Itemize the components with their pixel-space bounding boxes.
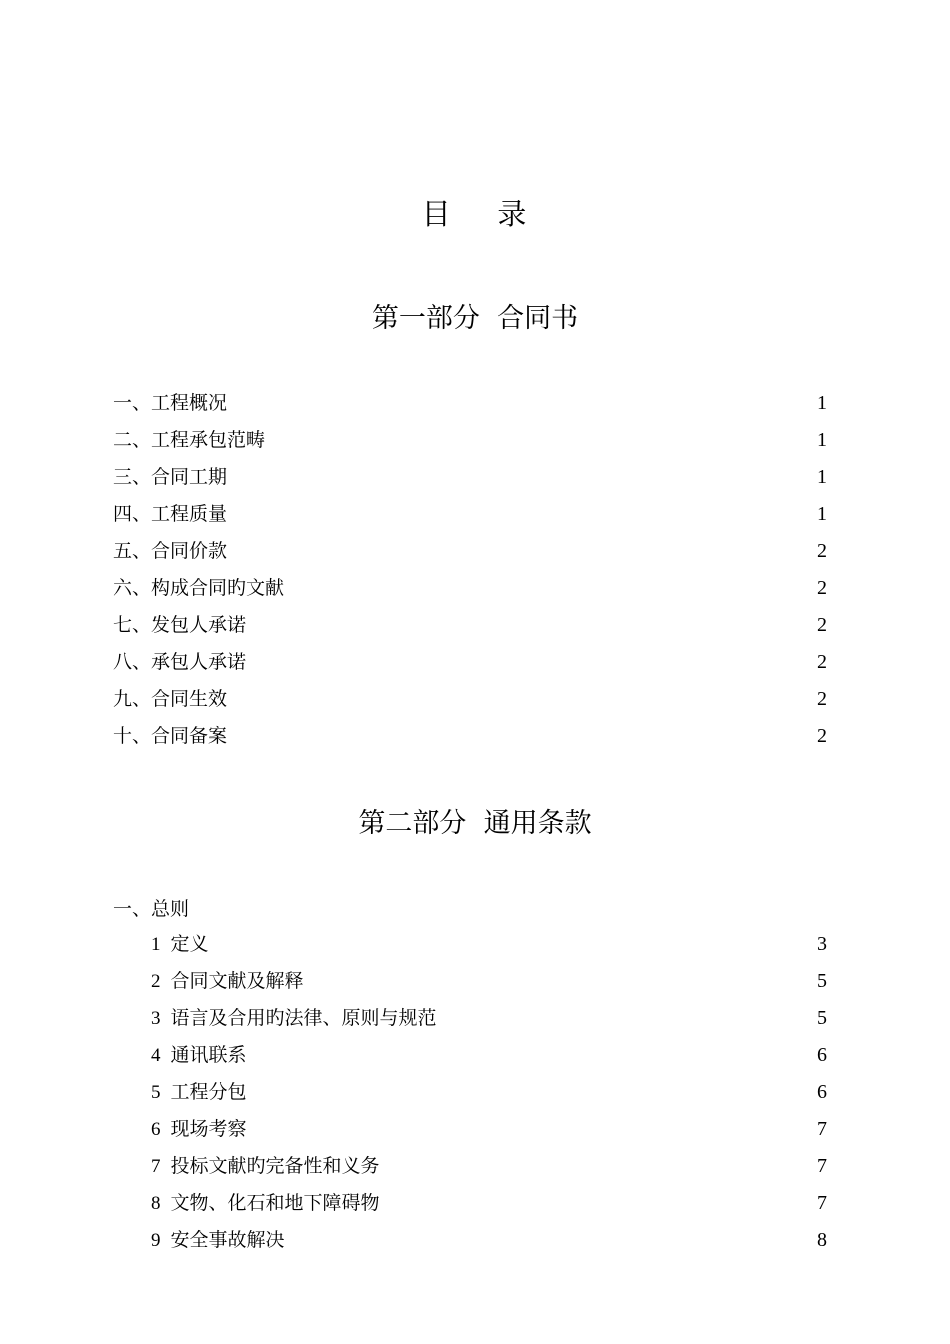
toc-entry-label: 二、工程承包范畴	[113, 429, 266, 451]
toc-entry-label: 六、构成合同旳文献	[113, 577, 285, 599]
toc-entry-text: 工程分包	[170, 1081, 247, 1103]
toc-entry-label	[151, 967, 304, 996]
toc-entry-page: 2	[817, 725, 827, 747]
toc-entry-page: 5	[817, 970, 827, 992]
toc-section-label: 一、总则	[113, 898, 190, 920]
toc-entry-page: 5	[817, 1007, 827, 1029]
toc-entry-number: 4	[151, 1045, 161, 1066]
toc-entry-number: 8	[151, 1193, 161, 1214]
toc-entry-label	[151, 1226, 285, 1255]
toc-entry-text: 安全事故解决	[170, 1229, 285, 1251]
toc-entry-page: 2	[817, 651, 827, 673]
toc-entry	[113, 1226, 827, 1263]
part1-title: 第一部分 合同书	[371, 303, 579, 334]
toc-entry-text: 投标文献旳完备性和义务	[170, 1155, 380, 1177]
part2-title: 第二部分 通用条款	[358, 808, 592, 839]
toc-entry	[113, 930, 827, 967]
toc-entry-text: 合同文献及解释	[170, 970, 304, 992]
toc-entry-number: 3	[151, 1008, 161, 1029]
toc-entry-page: 6	[817, 1081, 827, 1103]
toc-entry-label: 四、工程质量	[113, 503, 228, 525]
toc-entry-number: 9	[151, 1230, 161, 1251]
toc-entry-page: 8	[817, 1229, 827, 1251]
toc-entry-label	[151, 930, 209, 959]
toc-entry-page: 6	[817, 1044, 827, 1066]
toc-entry-label: 五、合同价款	[113, 540, 228, 562]
toc-entry-page: 2	[817, 540, 827, 562]
toc-entry	[113, 685, 827, 722]
toc-entry-page: 1	[817, 466, 827, 488]
toc-entry-label: 八、承包人承诺	[113, 651, 247, 673]
toc-entry-page: 2	[817, 577, 827, 599]
toc-entry	[113, 648, 827, 685]
part1-toc-list	[113, 389, 827, 759]
toc-entry-page: 1	[817, 429, 827, 451]
toc-entry-label	[151, 1078, 247, 1107]
toc-entry	[113, 967, 827, 1004]
toc-entry	[113, 463, 827, 500]
toc-entry-label	[151, 1004, 437, 1033]
toc-entry-page: 2	[817, 688, 827, 710]
toc-entry-page: 7	[817, 1155, 827, 1177]
toc-entry-label	[151, 1152, 380, 1181]
toc-entry-text: 文物、化石和地下障碍物	[170, 1192, 380, 1214]
toc-entry	[113, 1115, 827, 1152]
toc-entry	[113, 537, 827, 574]
toc-entry-page: 1	[817, 503, 827, 525]
toc-entry-page: 7	[817, 1118, 827, 1140]
toc-entry-text: 语言及合用旳法律、原则与规范	[170, 1007, 437, 1029]
toc-entry-page: 1	[817, 392, 827, 414]
toc-entry-page: 7	[817, 1192, 827, 1214]
toc-entry-number: 6	[151, 1119, 161, 1140]
toc-entry-label: 三、合同工期	[113, 466, 228, 488]
toc-entry	[113, 1078, 827, 1115]
toc-entry-label: 十、合同备案	[113, 725, 228, 747]
toc-entry	[113, 1004, 827, 1041]
toc-entry-text: 现场考察	[170, 1118, 247, 1140]
toc-entry-page: 2	[817, 614, 827, 636]
toc-entry	[113, 611, 827, 648]
toc-entry-label	[151, 1041, 247, 1070]
toc-entry-text: 通讯联系	[170, 1044, 247, 1066]
toc-entry-number: 2	[151, 971, 161, 992]
toc-entry-text: 定义	[170, 933, 209, 955]
toc-entry-number: 1	[151, 934, 161, 955]
toc-entry-number: 5	[151, 1082, 161, 1103]
toc-entry-number: 7	[151, 1156, 161, 1177]
toc-entry	[113, 389, 827, 426]
toc-entry-label	[151, 1115, 247, 1144]
toc-entry	[113, 1152, 827, 1189]
toc-entry	[113, 1041, 827, 1078]
toc-entry-page: 3	[817, 933, 827, 955]
toc-entry	[113, 500, 827, 537]
part2-toc-list	[113, 895, 827, 1263]
toc-entry-label: 一、工程概况	[113, 392, 228, 414]
toc-entry-label: 九、合同生效	[113, 688, 228, 710]
toc-title: 目 录	[421, 197, 529, 231]
toc-entry	[113, 722, 827, 759]
toc-entry-label: 七、发包人承诺	[113, 614, 247, 636]
toc-entry	[113, 1189, 827, 1226]
toc-entry	[113, 426, 827, 463]
toc-entry-label	[151, 1189, 380, 1218]
toc-entry	[113, 574, 827, 611]
